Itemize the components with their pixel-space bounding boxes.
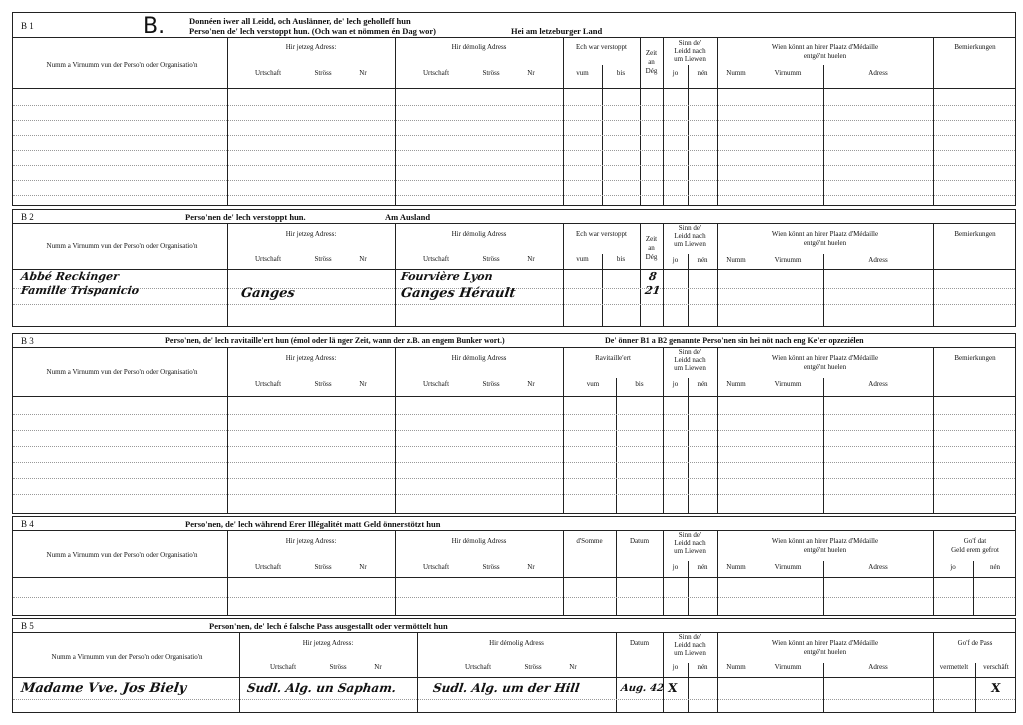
handwritten-former-addr: Ganges Hérault: [399, 286, 517, 301]
col-jo: jo: [672, 256, 679, 264]
section-code: B 2: [21, 212, 34, 222]
handwritten-name: Famille Trispanicio: [20, 284, 141, 297]
col-jo: jo: [672, 69, 679, 77]
col-medal: Wien könnt an hirer Plaatz d'Médaille: [771, 230, 879, 238]
col-nen: nén: [697, 380, 708, 388]
col-adress: Adress: [868, 563, 888, 571]
col-medal: entgé'nt huelen: [803, 52, 847, 60]
col-stross: Ströss: [314, 563, 332, 571]
col-medal: Wien könnt an hirer Plaatz d'Médaille: [771, 43, 879, 51]
col-medal: entgé'nt huelen: [803, 546, 847, 554]
col-nr: Nr: [359, 69, 367, 77]
section-code: B 4: [21, 519, 34, 529]
col-bis: bis: [616, 69, 626, 77]
col-jo: jo: [672, 563, 679, 571]
handwritten-former-addr: Fourvière Lyon: [400, 270, 494, 283]
handwritten-mark-jo: X: [667, 681, 679, 695]
col-verstoppt: Ech war verstoppt: [576, 43, 627, 51]
col-former-addr: Hir démolig Adress: [451, 43, 507, 51]
section-title-extra: De' önner B1 a B2 genannte Perso'nen sin hei nöt nach eng Ke'er opzeziélen: [605, 336, 864, 345]
col-bis: bis: [635, 380, 644, 388]
col-urtschaft: Urtschaft: [422, 69, 450, 77]
section-title: Person'nen, de' lech é falsche Pass ausgestallt oder vermöttelt hun: [209, 621, 448, 631]
col-sinn: um Liewen: [674, 240, 706, 248]
handwritten-former-addr: Sudl. Alg. um der Hill: [432, 681, 581, 695]
col-numm: Numm: [726, 256, 746, 264]
col-somme: d'Somme: [576, 537, 603, 545]
col-sinn: Leidd nach: [674, 641, 706, 649]
section-letter: B.: [143, 14, 166, 39]
col-nr: Nr: [359, 380, 367, 388]
col-vum: vum: [586, 380, 600, 388]
col-stross: Ströss: [314, 69, 332, 77]
col-zeit: Dég: [645, 253, 658, 261]
col-zeit: an: [648, 58, 655, 66]
col-jo: jo: [950, 563, 956, 571]
col-jo: jo: [672, 380, 679, 388]
col-medal: Wien könnt an hirer Plaatz d'Médaille: [771, 354, 879, 362]
col-urtschaft: Urtschaft: [422, 380, 450, 388]
col-medal: Wien könnt an hirer Plaatz d'Médaille: [771, 639, 879, 647]
handwritten-name: Abbé Reckinger: [20, 270, 120, 283]
col-numm: Numm: [726, 563, 746, 571]
col-former-addr: Hir démolig Adress: [451, 537, 507, 545]
section-b1: [12, 12, 1016, 206]
col-geld: Geld erem gefrot: [951, 546, 999, 554]
col-sinn: Sinn de': [678, 39, 702, 47]
col-sinn: um Liewen: [674, 649, 706, 657]
col-nr: Nr: [527, 563, 535, 571]
col-stross: Ströss: [314, 255, 332, 263]
col-former-addr: Hir démolig Adress: [451, 230, 507, 238]
col-virnumm: Virnumm: [774, 380, 802, 388]
col-zeit: Zeit: [645, 235, 658, 243]
col-nen: nén: [989, 563, 1001, 571]
col-name: Numm a Virnumm vun der Perso'n oder Organisatio'n: [46, 551, 198, 559]
col-virnumm: Virnumm: [774, 256, 802, 264]
col-nr: Nr: [527, 69, 535, 77]
handwritten-mark-verschaft: X: [990, 681, 1002, 695]
col-current-addr: Hir jetzeg Adress:: [302, 639, 354, 647]
col-sinn: Sinn de': [678, 348, 702, 356]
col-nr: Nr: [569, 663, 577, 671]
col-bemierkungen: Bemierkungen: [954, 230, 996, 238]
handwritten-current-addr: Sudl. Alg. un Sapham.: [246, 681, 398, 695]
col-nen: nén: [697, 69, 708, 77]
section-title-extra: Am Ausland: [385, 212, 431, 222]
handwritten-days: 21: [644, 284, 662, 297]
col-datum: Datum: [629, 639, 650, 647]
col-sinn: Sinn de': [678, 633, 702, 641]
col-urtschaft: Urtschaft: [254, 563, 282, 571]
section-title: Perso'nen de' lech verstoppt hun.: [185, 212, 306, 222]
handwritten-date: Aug. 42: [620, 683, 665, 694]
handwritten-current-place: Ganges: [239, 286, 296, 301]
col-sinn: Leidd nach: [674, 47, 706, 55]
col-former-addr: Hir démolig Adress: [489, 639, 544, 647]
col-sinn: Sinn de': [678, 224, 702, 232]
col-medal: entgé'nt huelen: [803, 239, 847, 247]
col-zeit: an: [648, 244, 655, 252]
col-current-addr: Hir jetzeg Adress:: [285, 537, 337, 545]
section-code: B 1: [21, 21, 34, 31]
col-medal: entgé'nt huelen: [803, 648, 847, 656]
col-sinn: Leidd nach: [674, 539, 706, 547]
col-ravitailleert: Ravitaille'ert: [595, 354, 631, 362]
col-pass: Go'f de Pass: [957, 639, 993, 647]
col-sinn: Leidd nach: [674, 356, 706, 364]
section-code: B 3: [21, 336, 34, 346]
col-stross: Ströss: [482, 380, 500, 388]
col-zeit: Dég: [645, 67, 658, 75]
col-sinn: Sinn de': [678, 531, 702, 539]
col-nen: nén: [697, 563, 708, 571]
col-vum: vum: [576, 69, 589, 77]
col-stross: Ströss: [329, 663, 347, 671]
col-medal: entgé'nt huelen: [803, 363, 847, 371]
col-nr: Nr: [359, 563, 367, 571]
col-name: Numm a Virnumm vun der Perso'n oder Organisatio'n: [46, 368, 198, 376]
col-current-addr: Hir jetzeg Adress:: [285, 354, 337, 362]
col-nr: Nr: [374, 663, 382, 671]
col-verstoppt: Ech war verstoppt: [576, 230, 627, 238]
col-nr: Nr: [527, 380, 535, 388]
col-adress: Adress: [868, 663, 888, 671]
handwritten-days: 8: [648, 270, 658, 283]
col-sinn: um Liewen: [674, 547, 706, 555]
col-virnumm: Virnumm: [774, 563, 802, 571]
col-urtschaft: Urtschaft: [464, 663, 492, 671]
col-sinn: um Liewen: [674, 55, 706, 63]
col-urtschaft: Urtschaft: [422, 563, 450, 571]
col-nr: Nr: [359, 255, 367, 263]
col-current-addr: Hir jetzeg Adress:: [285, 43, 337, 51]
section-b5: [12, 618, 1016, 713]
section-title-line1: Donnéen iwer all Leidd, och Auslänner, de' lech geholleff hun: [189, 16, 411, 26]
col-virnumm: Virnumm: [774, 69, 802, 77]
col-bemierkungen: Bemierkungen: [954, 354, 996, 362]
col-name: Numm a Virnumm vun der Perso'n oder Organisatio'n: [46, 61, 198, 69]
col-urtschaft: Urtschaft: [254, 69, 282, 77]
col-stross: Ströss: [524, 663, 542, 671]
section-title-line2: Perso'nen de' lech verstoppt hun. (Och wan et nömmen én Dag wor): [189, 26, 436, 36]
col-verschaft: verschäft: [983, 663, 1009, 671]
col-adress: Adress: [868, 380, 888, 388]
col-nen: nén: [697, 256, 708, 264]
col-former-addr: Hir démolig Adress: [451, 354, 507, 362]
col-datum: Datum: [629, 537, 650, 545]
col-vum: vum: [576, 255, 589, 263]
col-numm: Numm: [726, 663, 746, 671]
col-urtschaft: Urtschaft: [422, 255, 450, 263]
section-title-extra: Hei am letzeburger Land: [511, 26, 603, 36]
section-title: Perso'nen, de' lech ravitaille'ert hun (émol oder lä nger Zeit, wann der z.B. an engem Bunker wort.): [165, 336, 505, 345]
col-urtschaft: Urtschaft: [254, 380, 282, 388]
col-name: Numm a Virnumm vun der Perso'n oder Organisatio'n: [51, 653, 203, 661]
col-current-addr: Hir jetzeg Adress:: [285, 230, 337, 238]
col-sinn: um Liewen: [674, 364, 706, 372]
col-vermettelt: vermettelt: [939, 663, 969, 671]
col-stross: Ströss: [482, 255, 500, 263]
col-adress: Adress: [868, 256, 888, 264]
handwritten-name: Madame Vve. Jos Biely: [19, 681, 188, 696]
section-title: Perso'nen, de' lech während Erer Illégalitét matt Geld önnerstötzt hun: [185, 519, 441, 529]
col-virnumm: Virnumm: [774, 663, 802, 671]
col-stross: Ströss: [314, 380, 332, 388]
col-stross: Ströss: [482, 563, 500, 571]
col-nr: Nr: [527, 255, 535, 263]
col-jo: jo: [672, 663, 679, 671]
col-numm: Numm: [726, 69, 746, 77]
col-urtschaft: Urtschaft: [269, 663, 297, 671]
col-urtschaft: Urtschaft: [254, 255, 282, 263]
col-nen: nén: [697, 663, 708, 671]
col-numm: Numm: [726, 380, 746, 388]
col-name: Numm a Virnumm vun der Perso'n oder Organisatio'n: [46, 242, 198, 250]
section-code: B 5: [21, 621, 34, 631]
section-b3: [12, 333, 1016, 514]
section-b4: [12, 516, 1016, 616]
col-bemierkungen: Bemierkungen: [954, 43, 996, 51]
col-adress: Adress: [868, 69, 888, 77]
col-sinn: Leidd nach: [674, 232, 706, 240]
col-geld: Go'f dat: [963, 537, 987, 545]
col-zeit: Zeit: [645, 49, 658, 57]
col-stross: Ströss: [482, 69, 500, 77]
section-b2: [12, 209, 1016, 327]
col-medal: Wien könnt an hirer Plaatz d'Médaille: [771, 537, 879, 545]
col-bis: bis: [616, 255, 626, 263]
